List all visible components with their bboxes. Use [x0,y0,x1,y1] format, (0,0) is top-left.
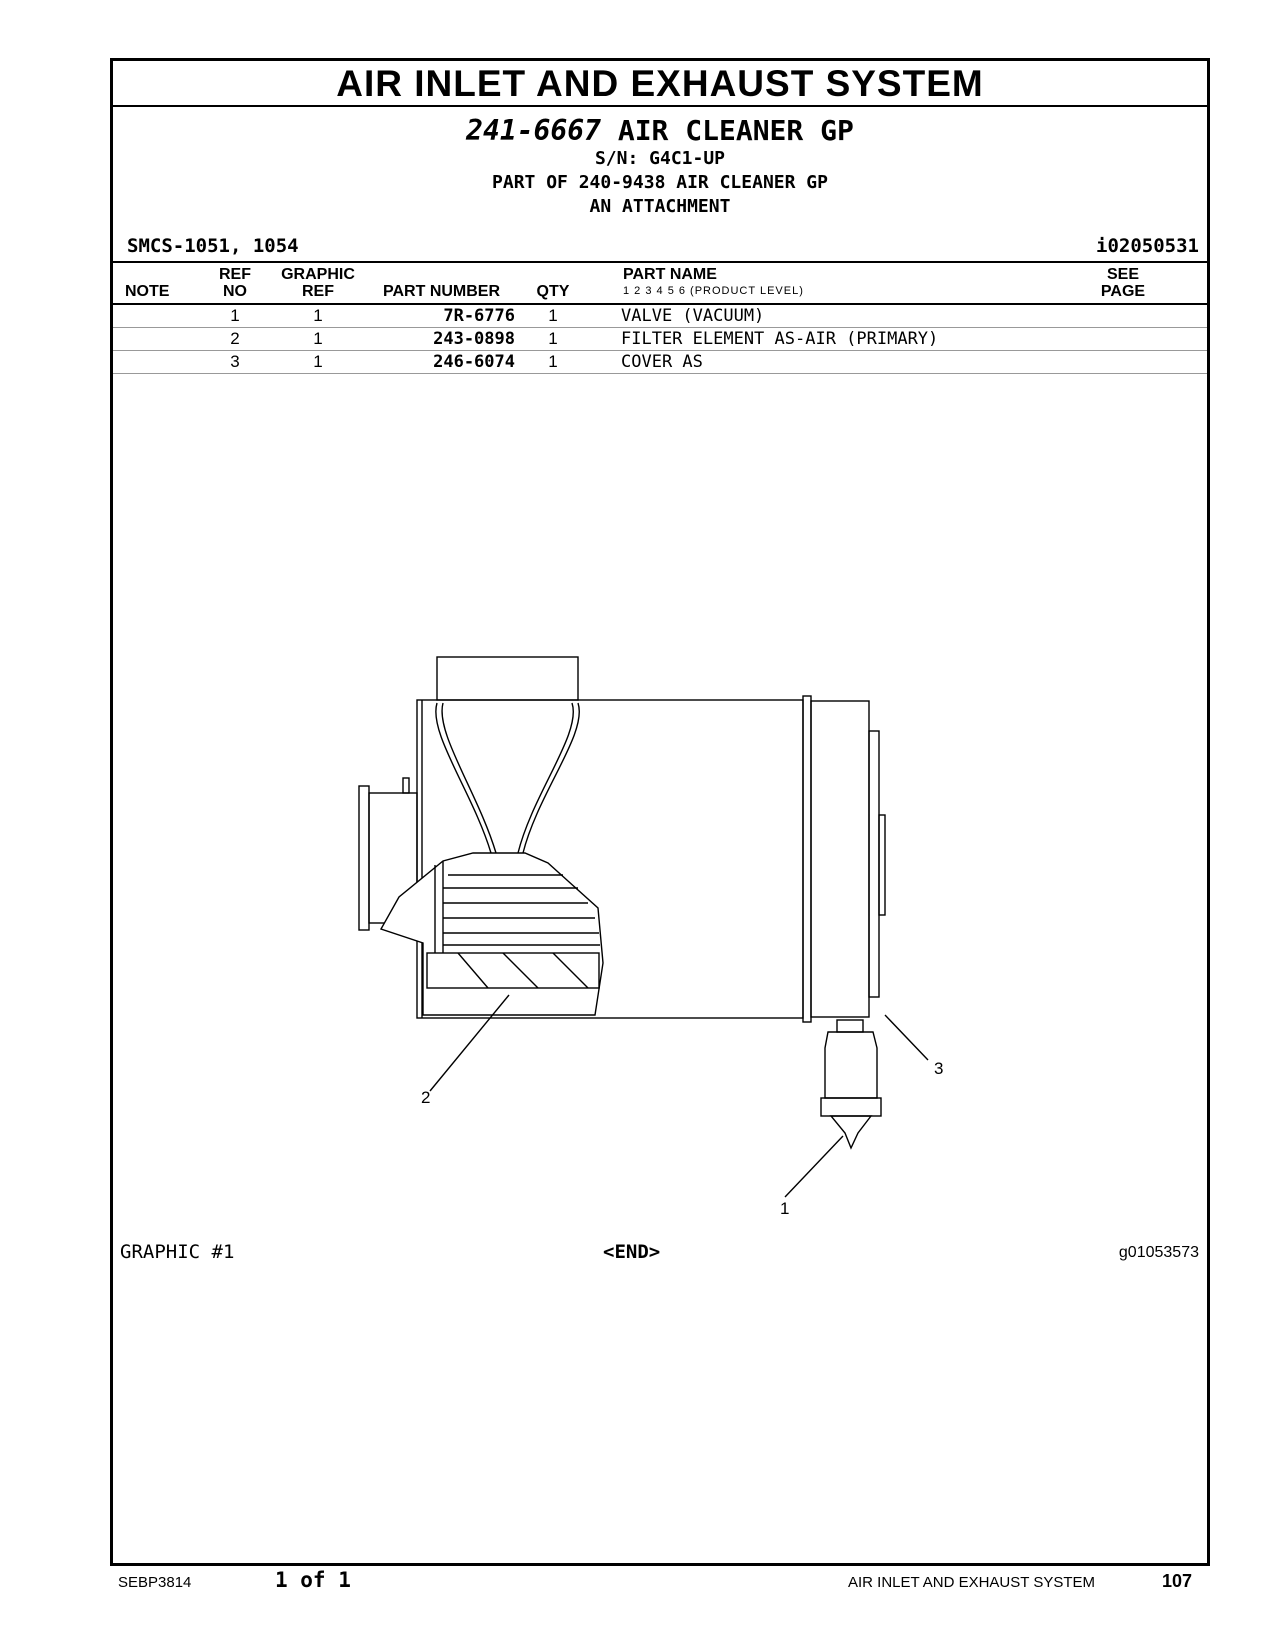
ref-no-cell: 3 [230,352,240,371]
header-part-number: PART NUMBER [383,283,501,300]
header-graphic-line1: GRAPHIC [281,266,355,283]
end-label: <END> [603,1241,661,1263]
part-name-cell: VALVE (VACUUM) [621,306,765,326]
header-qty: QTY [536,283,570,300]
header-ref-line2: NO [223,283,247,300]
graphic-ref-cell: 1 [313,352,323,371]
qty-cell: 1 [548,329,558,348]
valve-body [825,1032,877,1098]
part-number-link[interactable]: 246-6074 [433,352,515,372]
clamp-band [803,696,811,1022]
header-graphic-line2: REF [302,283,334,300]
part-name-cell: FILTER ELEMENT AS-AIR (PRIMARY) [621,329,939,349]
part-number-link[interactable]: 243-0898 [433,329,515,349]
ref-no-cell: 1 [230,306,240,325]
page-of: 1 of 1 [275,1568,351,1592]
header-note: NOTE [125,283,170,300]
group-part-number[interactable]: 241-6667 [466,114,601,147]
filter-element-cutaway [381,853,603,1015]
header-ref-line1: REF [219,266,251,283]
callout-1: 1 [780,1199,790,1218]
valve-stem [837,1020,863,1032]
header-product-levels: 1 2 3 4 5 6 (PRODUCT LEVEL) [623,285,804,297]
cover [811,701,869,1017]
smcs-codes: SMCS-1051, 1054 [127,235,299,257]
group-name: AIR CLEANER GP [617,114,854,147]
attachment-label: AN ATTACHMENT [589,196,731,217]
ref-no-cell: 2 [230,329,240,348]
part-name-cell: COVER AS [621,352,703,372]
page-number: 107 [1162,1571,1193,1591]
callout-2: 2 [421,1088,431,1107]
serial-number: S/N: G4C1-UP [594,148,726,169]
section-title: AIR INLET AND EXHAUST SYSTEM [113,61,1207,107]
footer-section: AIR INLET AND EXHAUST SYSTEM [847,1574,1095,1591]
header-see-line1: SEE [1106,266,1139,283]
graphic-label: GRAPHIC #1 [120,1241,235,1263]
air-cleaner-illustration [113,61,1207,1361]
part-of: PART OF 240-9438 AIR CLEANER GP [492,172,828,193]
graphic-id: g01053573 [1118,1244,1199,1261]
callout-3: 3 [934,1059,944,1078]
graphic-ref-cell: 1 [313,329,323,348]
qty-cell: 1 [548,352,558,371]
part-number-link[interactable]: 7R-6776 [443,306,515,326]
doc-number: SEBP3814 [118,1574,192,1591]
illustration-id: i02050531 [1096,235,1199,257]
graphic-ref-cell: 1 [313,306,323,325]
inlet-tube [437,657,578,700]
page-frame [110,58,1210,1566]
qty-cell: 1 [548,306,558,325]
header-see-line2: PAGE [1100,283,1146,300]
header-part-name: PART NAME [623,266,717,283]
